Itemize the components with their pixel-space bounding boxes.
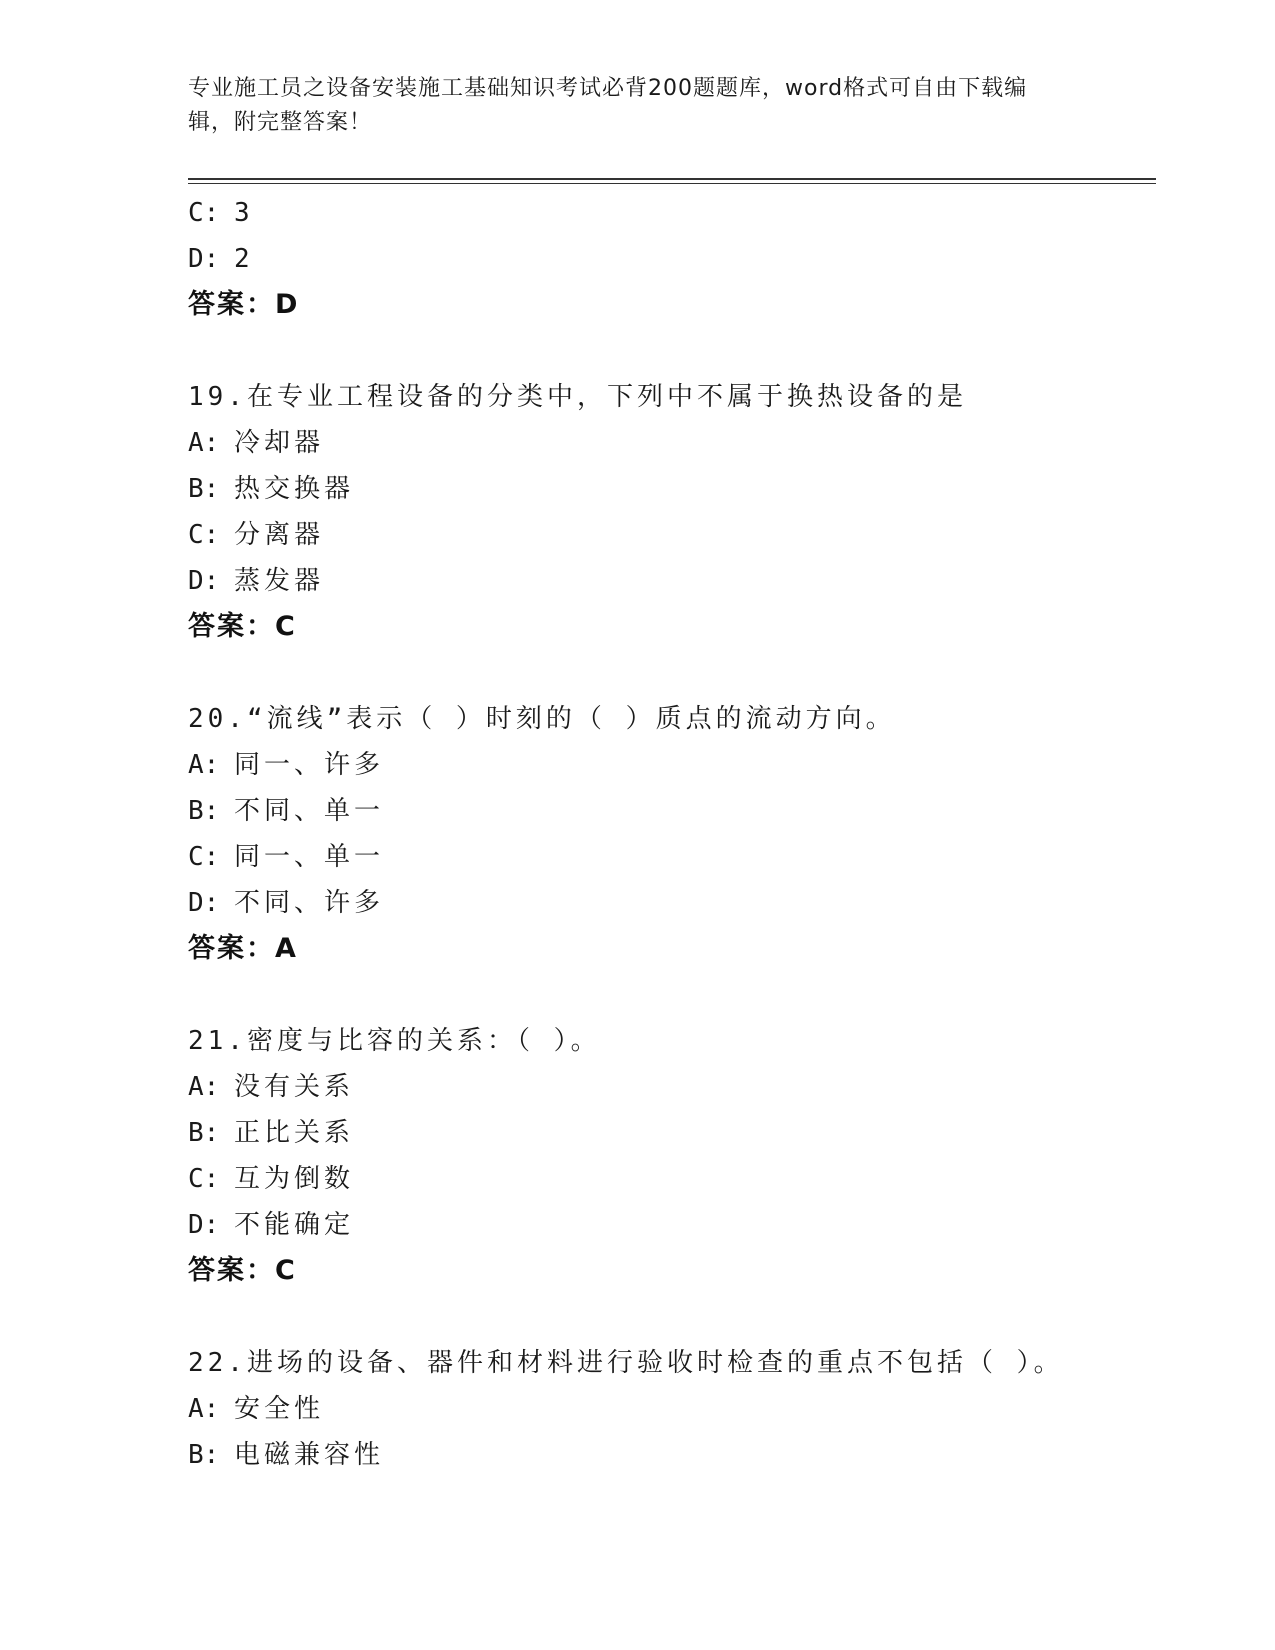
answer-line: 答案：C xyxy=(188,1255,297,1286)
question-19 xyxy=(188,374,1148,650)
option-a xyxy=(188,420,1148,466)
question-stem: 22.进场的设备、器件和材料进行验收时检查的重点不包括（ ）。 xyxy=(188,1348,1064,1378)
option-b xyxy=(188,1110,1148,1156)
option-text: 不同、许多 xyxy=(234,888,385,918)
option-key: A: xyxy=(188,1394,220,1424)
question-20 xyxy=(188,696,1148,972)
option-key: B: xyxy=(188,796,220,826)
option-d xyxy=(188,558,1148,604)
option-d xyxy=(188,880,1148,926)
option-key: D: xyxy=(188,1210,220,1240)
option-d xyxy=(188,236,1148,282)
option-c xyxy=(188,190,1148,236)
option-key: D: xyxy=(188,566,220,596)
document-header xyxy=(188,72,1068,140)
option-text: 分离器 xyxy=(234,520,325,550)
option-key: B: xyxy=(188,1118,220,1148)
option-text: 同一、许多 xyxy=(234,750,385,780)
question-stem: 21.密度与比容的关系：（ ）。 xyxy=(188,1026,601,1056)
option-key: A: xyxy=(188,428,220,458)
option-key: B: xyxy=(188,1440,220,1470)
option-text: 不能确定 xyxy=(234,1210,355,1240)
header-rule-bottom xyxy=(188,183,1156,184)
option-key: D: xyxy=(188,888,220,918)
option-text: 2 xyxy=(234,244,254,274)
answer-line: 答案：D xyxy=(188,289,300,320)
option-d xyxy=(188,1202,1148,1248)
question-stem: 20.“流线”表示（ ）时刻的（ ）质点的流动方向。 xyxy=(188,704,896,734)
question-22 xyxy=(188,1340,1148,1478)
option-key: C: xyxy=(188,1164,220,1194)
option-text: 正比关系 xyxy=(234,1118,355,1148)
option-text: 安全性 xyxy=(234,1394,325,1424)
answer-line: 答案：A xyxy=(188,933,298,964)
option-text: 热交换器 xyxy=(234,474,355,504)
option-text: 蒸发器 xyxy=(234,566,325,596)
option-text: 3 xyxy=(234,198,254,228)
option-c xyxy=(188,512,1148,558)
question-stem: 19.在专业工程设备的分类中，下列中不属于换热设备的是 xyxy=(188,382,967,412)
question-list xyxy=(188,190,1148,1478)
option-text: 冷却器 xyxy=(234,428,325,458)
option-c xyxy=(188,1156,1148,1202)
option-text: 互为倒数 xyxy=(234,1164,355,1194)
option-key: C: xyxy=(188,842,220,872)
question-18-tail xyxy=(188,190,1148,328)
question-21 xyxy=(188,1018,1148,1294)
option-key: B: xyxy=(188,474,220,504)
option-a xyxy=(188,742,1148,788)
header-title: 专业施工员之设备安装施工基础知识考试必背200题题库，word格式可自由下载编辑，附完整答案！ xyxy=(188,76,1028,135)
option-b xyxy=(188,466,1148,512)
option-c xyxy=(188,834,1148,880)
option-text: 同一、单一 xyxy=(234,842,385,872)
option-a xyxy=(188,1064,1148,1110)
option-key: C: xyxy=(188,198,220,228)
header-rule-top xyxy=(188,178,1156,180)
option-key: A: xyxy=(188,750,220,780)
option-key: D: xyxy=(188,244,220,274)
option-text: 电磁兼容性 xyxy=(234,1440,385,1470)
option-key: C: xyxy=(188,520,220,550)
option-text: 没有关系 xyxy=(234,1072,355,1102)
option-key: A: xyxy=(188,1072,220,1102)
option-b xyxy=(188,1432,1148,1478)
answer-line: 答案：C xyxy=(188,611,297,642)
option-b xyxy=(188,788,1148,834)
option-a xyxy=(188,1386,1148,1432)
option-text: 不同、单一 xyxy=(234,796,385,826)
